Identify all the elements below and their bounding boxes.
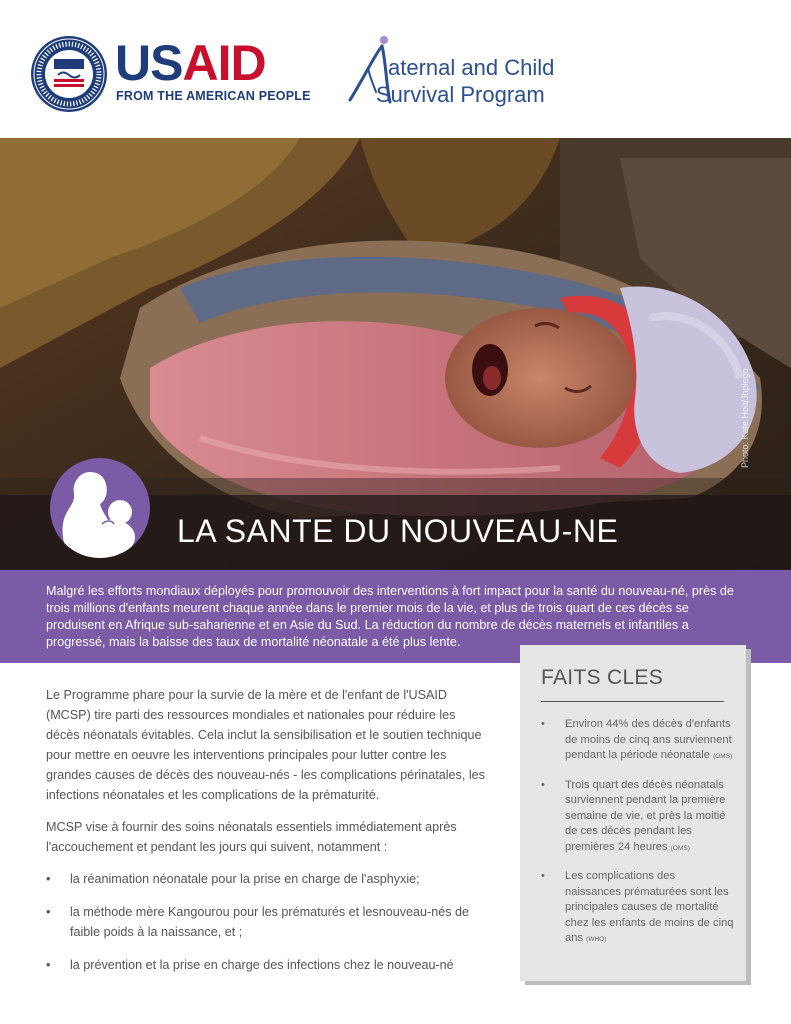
- list-item: [46, 902, 486, 942]
- list-item: [46, 869, 486, 889]
- bullet-icon: •: [541, 718, 545, 730]
- body-column: [46, 685, 486, 988]
- fact-item: [538, 717, 734, 765]
- interventions-list: [46, 869, 486, 975]
- bullet-icon: •: [46, 905, 51, 919]
- mcsp-name-line2: Survival Program: [376, 82, 545, 107]
- fact-source: (WHO): [586, 936, 607, 943]
- fact-item: [538, 778, 734, 857]
- usaid-wordmark: [115, 35, 266, 91]
- list-item: [46, 955, 486, 975]
- page-title: LA SANTE DU NOUVEAU-NE: [177, 513, 619, 549]
- usaid-wordmark-aid: AID: [182, 35, 266, 91]
- intro-text: Malgré les efforts mondiaux déployés pour promouvoir des interventions à fort impact pour la santé du nouveau-né, près de trois millions d'enfants meurent chaque année dans le premier mois de la vie, et plus de trois quart de ces décès se produisent en Afrique sub-saharienne et en Asie du Sud. La réduction du nombre de décès maternels et infantiles a progressé, mais la baisse des taux de mortalité néonatale a été plus lente.: [46, 584, 734, 649]
- key-facts-box: [520, 645, 746, 981]
- key-facts-list: [538, 717, 734, 961]
- body-paragraph-1: Le Programme phare pour la survie de la mère et de l'enfant de l'USAID (MCSP) tire parti des ressources mondiales et nationales pour réduire les décès néonatals évitables. Cela inclut la sensibilisation et le soutien technique pour mettre en oeuvre les interventions principales pour lutter contre les grandes causes de décès des nouveau-nés - les complications périnatales, les infections néonatales et les complications de la prématurité.: [46, 688, 485, 802]
- usaid-wordmark-us: US: [115, 35, 183, 91]
- mother-and-child-icon: [50, 458, 150, 558]
- mcsp-name-line1: aternal and Child: [388, 55, 555, 80]
- fact-text: Trois quart des décès néonatals surviennent pendant la première semaine de vie, et près la moitié de ces décès pendant les premières 24 heures: [565, 778, 726, 853]
- fact-source: (OMS): [713, 753, 733, 760]
- key-facts-title: FAITS CLES: [541, 666, 664, 689]
- bullet-icon: •: [46, 958, 51, 972]
- key-facts-divider: [541, 701, 724, 702]
- bullet-icon: •: [541, 870, 545, 882]
- fact-source: (OMS): [670, 844, 690, 852]
- fact-text: Les complications des naissances prématurées sont les principales causes de mortalité chez les enfants de moins de cinq ans: [565, 870, 734, 944]
- list-item-text: la méthode mère Kangourou pour les prématurés et lesnouveau-nés de faible poids à la naissance, et ;: [70, 905, 470, 939]
- fact-item: [538, 869, 734, 948]
- usaid-tagline: FROM THE AMERICAN PEOPLE: [116, 89, 311, 103]
- list-item-text: la réanimation néonatale pour la prise en charge de l'asphyxie;: [70, 872, 420, 886]
- list-item-text: la prévention et la prise en charge des infections chez le nouveau-né: [70, 958, 454, 972]
- photo-credit: Photo: Kate Holt/Jhpiego: [740, 368, 750, 468]
- bullet-icon: •: [46, 872, 51, 886]
- usaid-seal-icon: [30, 35, 108, 113]
- page-header: [0, 0, 791, 138]
- body-paragraph-2: MCSP vise à fournir des soins néonatals essentiels immédiatement après l'accouchement et pendant les jours qui suivent, notamment :: [46, 820, 457, 854]
- bullet-icon: •: [541, 778, 545, 791]
- fact-text: Environ 44% des décès d'enfants de moins de cinq ans surviennent pendant la période néonatale: [565, 718, 732, 761]
- hero-photo: [0, 138, 791, 570]
